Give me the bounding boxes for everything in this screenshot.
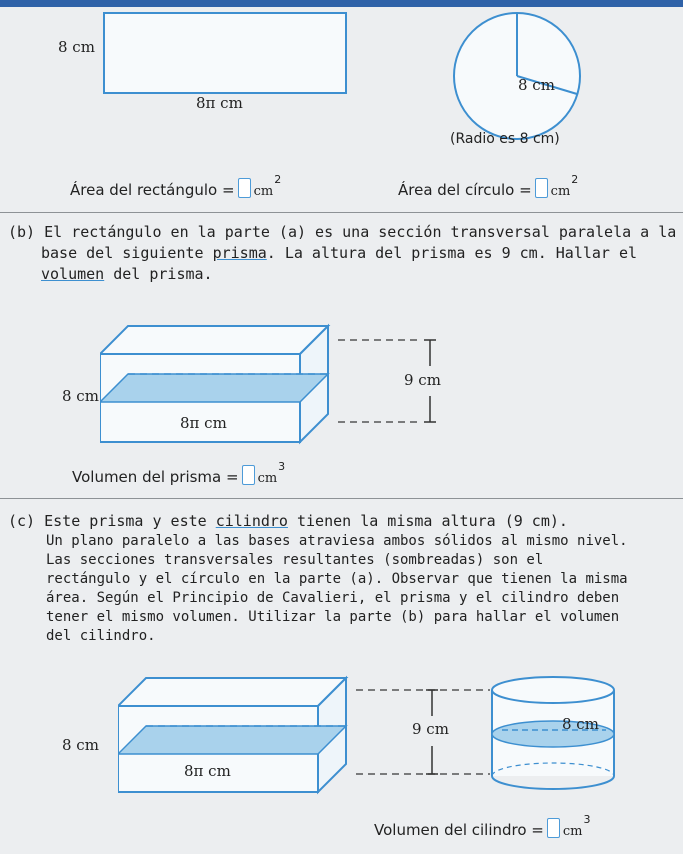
prism-width-label-c: 8π cm <box>184 762 231 780</box>
prism-depth-label-c: 8 cm <box>62 736 99 754</box>
part-c-letter: (c) <box>8 512 36 530</box>
rect-area-input[interactable] <box>238 178 251 198</box>
part-b-text <box>8 222 678 285</box>
prism-volume-row <box>72 460 286 486</box>
rect-height-label: 8 cm <box>58 38 95 56</box>
prism-height-label-c: 9 cm <box>412 720 449 738</box>
prisma-link[interactable]: prisma <box>212 244 267 262</box>
circle-area-label: Área del círculo = <box>398 181 532 199</box>
part-b-line2-pre: base del siguiente <box>41 244 213 262</box>
part-c-line: tener el mismo volumen. Utilizar la parte (b) para hallar el volumen <box>46 609 620 625</box>
prism-volume-exp: 3 <box>278 460 286 473</box>
circle-area-row <box>398 173 579 199</box>
cylinder-volume-label: Volumen del cilindro = <box>374 821 544 839</box>
circle-area-input[interactable] <box>535 178 548 198</box>
part-c-text <box>8 511 678 646</box>
prism-cylinder-diagram <box>118 670 628 800</box>
cylinder-volume-row <box>374 813 591 839</box>
part-c-line: área. Según el Principio de Cavalieri, el prisma y el cilindro deben <box>46 590 620 606</box>
prism-diagram-b <box>100 318 450 448</box>
part-b-line1: El rectángulo en la parte (a) es una sección transversal paralela a la <box>44 223 677 241</box>
cilindro-link[interactable]: cilindro <box>215 512 288 530</box>
cylinder-volume-exp: 3 <box>583 813 591 826</box>
rect-area-unit: cm <box>253 184 274 199</box>
top-bar <box>0 0 683 7</box>
part-b-letter: (b) <box>8 223 36 241</box>
part-c-line: Un plano paralelo a las bases atraviesa ambos sólidos al mismo nivel. <box>46 533 628 549</box>
prism-height-label-b: 9 cm <box>404 371 441 389</box>
rect-area-label: Área del rectángulo = <box>70 181 235 199</box>
divider-a <box>0 212 683 213</box>
cylinder-volume-input[interactable] <box>547 818 560 838</box>
part-b-line3-post: del prisma. <box>104 265 213 283</box>
prism-depth-label-b: 8 cm <box>62 387 99 405</box>
prism-width-label-b: 8π cm <box>180 414 227 432</box>
part-c-line: rectángulo y el círculo en la parte (a). Observar que tienen la misma <box>46 571 628 587</box>
rect-area-row <box>70 173 282 199</box>
cylinder-volume-unit: cm <box>562 824 583 839</box>
prism-volume-unit: cm <box>257 471 278 486</box>
part-c-line1-post: tienen la misma altura (9 cm). <box>287 512 568 530</box>
radius-note: (Radio es 8 cm) <box>450 131 560 147</box>
rect-width-label: 8π cm <box>196 94 243 112</box>
cylinder-radius-label: 8 cm <box>562 715 599 733</box>
part-c-line1-pre: Este prisma y este <box>44 512 216 530</box>
divider-b <box>0 498 683 499</box>
part-c-line: del cilindro. <box>46 628 156 644</box>
prism-volume-label: Volumen del prisma = <box>72 468 239 486</box>
cross-section-rectangle <box>103 12 347 94</box>
radius-line <box>453 12 581 140</box>
rect-area-exp: 2 <box>274 173 282 186</box>
part-c-line: Las secciones transversales resultantes (sombreadas) son el <box>46 552 544 568</box>
part-b-line2-post: . La altura del prisma es 9 cm. Hallar el <box>266 244 638 262</box>
circle-radius-label: 8 cm <box>518 76 555 94</box>
circle-area-exp: 2 <box>571 173 579 186</box>
circle-area-unit: cm <box>550 184 571 199</box>
prism-volume-input[interactable] <box>242 465 255 485</box>
volumen-link[interactable]: volumen <box>41 265 105 283</box>
